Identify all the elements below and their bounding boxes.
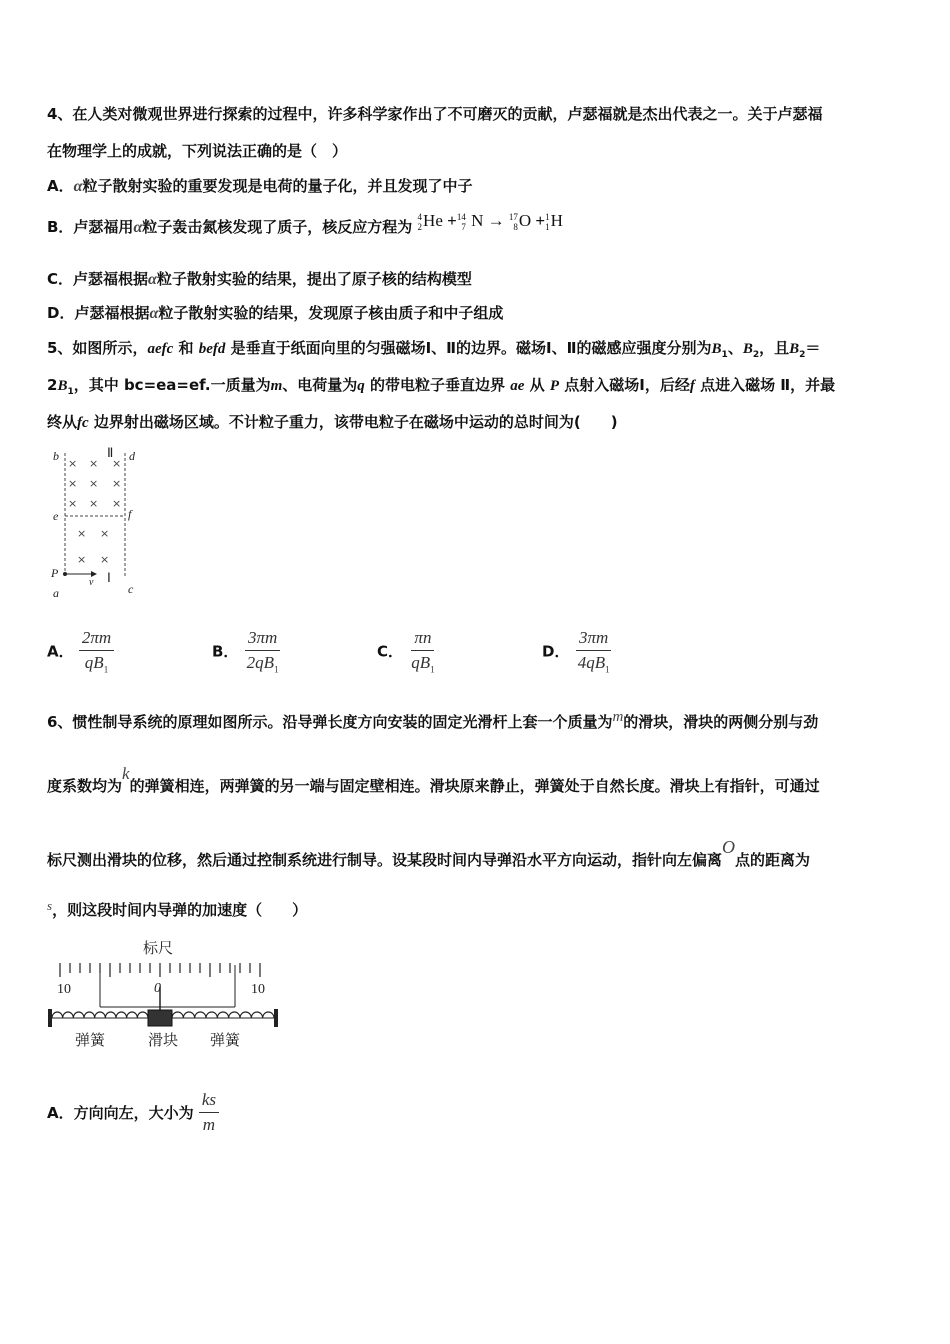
svg-text:×: × — [89, 477, 99, 490]
svg-text:×: × — [100, 527, 110, 540]
label-c: c — [128, 582, 134, 596]
svg-text:×: × — [89, 457, 99, 470]
label-a: a — [53, 586, 59, 600]
label-f: f — [128, 507, 132, 521]
svg-text:×: × — [68, 497, 78, 510]
q6-option-a: A．方向向左，大小为 $\frac{ks}{m}$ — [47, 1090, 219, 1135]
q5-stem-line1: 5、如图所示，aefc 和 befd 是垂直于纸面向里的匀强磁场Ⅰ、Ⅱ的边界。磁场Ⅰ、Ⅱ的磁感应强度分别为$B_1$、$B_2$，且$B_2=$ — [47, 339, 821, 360]
q4-stem-line1: 4、在人类对微观世界进行探索的过程中，许多科学家作出了不可磨灭的贡献，卢瑟福就是杰出代表之一。关于卢瑟福 — [47, 105, 823, 123]
q5-option-a: A． $\frac{2\pi m}{qB_1}$ — [47, 628, 114, 674]
alpha-symbol: α — [133, 219, 143, 236]
q6-stem-line4: s，则这段时间内导弹的加速度（ ） — [47, 898, 308, 919]
scale-zero: 0 — [154, 981, 161, 996]
svg-text:×: × — [89, 497, 99, 510]
label-d: d — [129, 449, 135, 463]
q6-stem-line1: 6、惯性制导系统的原理如图所示。沿导弹长度方向安装的固定光滑杆上套一个质量为m的滑块，滑块的两侧分别与劲 — [47, 709, 819, 731]
q5-stem-line3: 终从fc 边界射出磁场区域。不计粒子重力，该带电粒子在磁场中运动的总时间为( ) — [47, 413, 618, 431]
svg-text:×: × — [112, 457, 122, 470]
svg-text:×: × — [77, 527, 87, 540]
scale-left-10: 10 — [57, 982, 71, 997]
q4-option-c: C．卢瑟福根据α粒子散射实验的结果，提出了原子核的结构模型 — [47, 270, 472, 288]
svg-text:×: × — [68, 457, 78, 470]
magnetic-field-diagram — [45, 445, 155, 605]
q4-option-d: D．卢瑟福根据α粒子散射实验的结果，发现原子核由质子和中子组成 — [47, 304, 504, 322]
svg-text:×: × — [112, 477, 122, 490]
slider-label: 滑块 — [148, 1031, 179, 1049]
nuclear-equation: 4 2 He + 14 7 N → 17 8 O + 1 1 H — [417, 211, 563, 233]
q4-option-b: B．卢瑟福用α粒子轰击氮核发现了质子，核反应方程为 4 2 He + 14 7 N → 17 8 O + 1 1 H — [47, 211, 563, 236]
svg-text:×: × — [68, 477, 78, 490]
svg-text:×: × — [100, 553, 110, 566]
label-p: P — [51, 566, 59, 580]
q6-stem-line2: 度系数均为k的弹簧相连，两弹簧的另一端与固定壁相连。滑块原来静止，弹簧处于自然长度。滑块上有指针，可通过 — [47, 764, 820, 795]
q4-stem-line2: 在物理学上的成就，下列说法正确的是（ ） — [47, 142, 348, 160]
svg-text:×: × — [112, 497, 122, 510]
spring-right-label: 弹簧 — [210, 1031, 241, 1049]
q5-stem-line2: $2B_1$，其中 bc=ea=ef.一质量为m、电荷量为q 的带电粒子垂直边界 ae 从 P 点射入磁场Ⅰ，后经f 点进入磁场 Ⅱ，并最 — [47, 376, 836, 397]
alpha-symbol: α — [148, 271, 157, 288]
svg-text:×: × — [77, 553, 87, 566]
alpha-symbol: α — [73, 178, 83, 195]
spring-left-label: 弹簧 — [75, 1031, 106, 1049]
q5-option-b: B． $\frac{3\pi m}{2qB_1}$ — [212, 628, 279, 675]
inertial-guidance-diagram — [45, 935, 285, 1055]
q5-option-c: C． $\frac{\pi n}{qB_1}$ — [377, 628, 435, 675]
label-v: v — [89, 577, 94, 588]
q6-stem-line3: 标尺测出滑块的位移，然后通过控制系统进行制导。设某段时间内导弹沿水平方向运动，指针向左偏离O点的距离为 — [47, 837, 811, 869]
region-ii-label: Ⅱ — [107, 445, 114, 460]
region-i-label: Ⅰ — [107, 570, 111, 585]
alpha-symbol: α — [149, 305, 159, 322]
q5-option-d: D． $\frac{3\pi m}{4qB_1}$ — [542, 628, 610, 675]
scale-right-10: 10 — [251, 982, 265, 997]
label-b: b — [53, 449, 59, 463]
q4-option-a: A．α粒子散射实验的重要发现是电荷的量子化，并且发现了中子 — [47, 177, 473, 195]
label-e: e — [53, 509, 59, 523]
scale-label: 标尺 — [143, 939, 174, 957]
